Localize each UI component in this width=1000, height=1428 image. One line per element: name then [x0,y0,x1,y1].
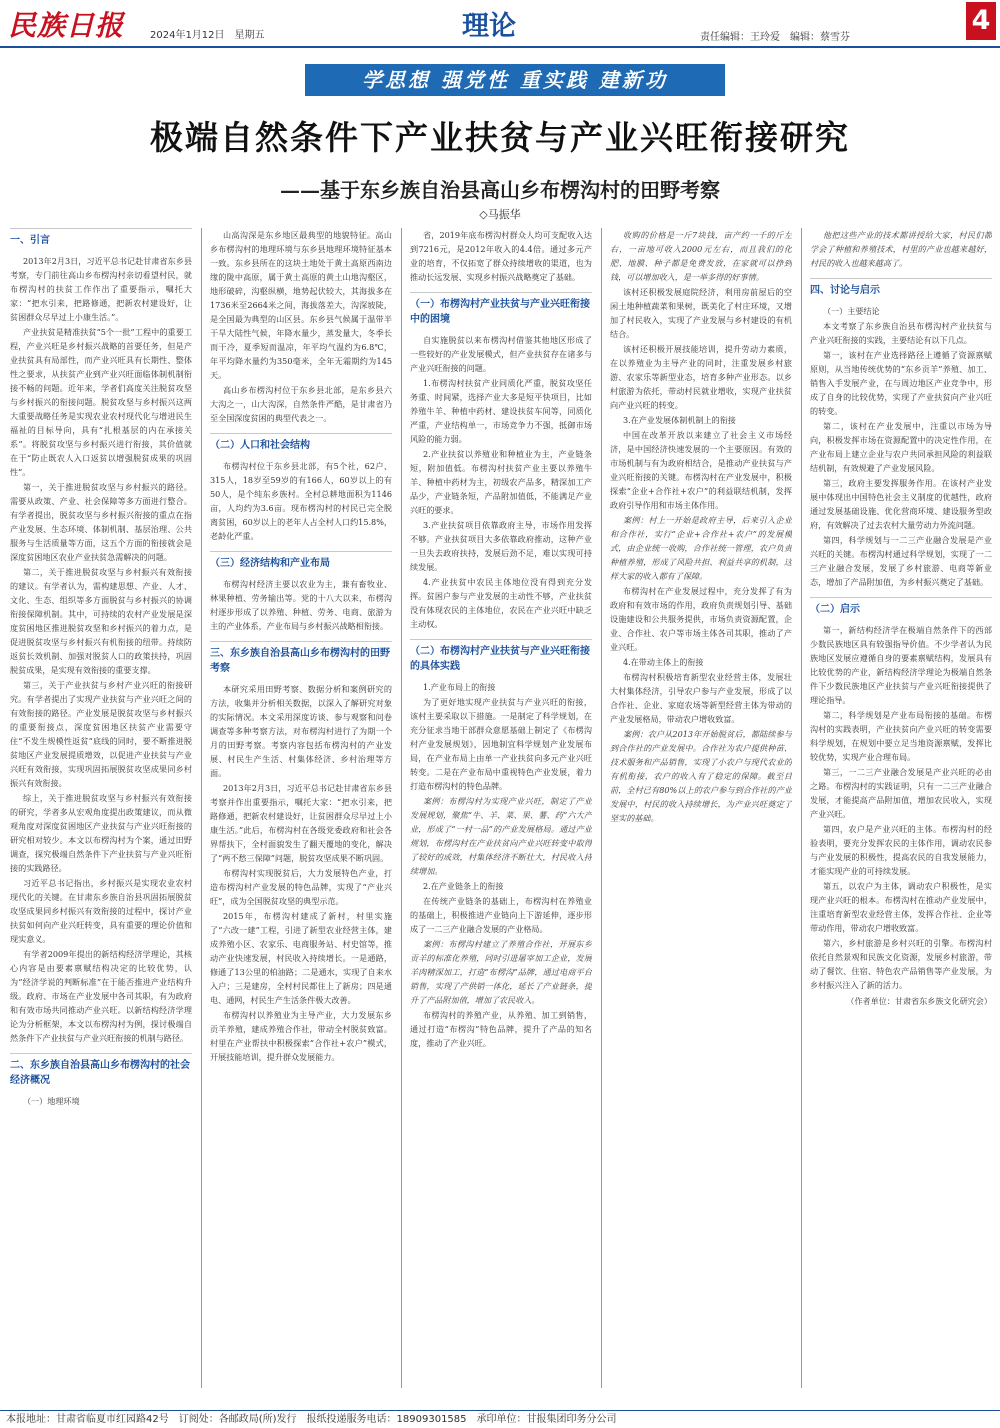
body-paragraph: 4.产业扶贫中农民主体地位没有得到充分发挥。贫困户参与产业发展的主动性不够，产业扶贫没有体现农民的主体地位，农民在产业兴旺中缺乏主动权。 [410,577,592,629]
section-heading: （二）人口和社会结构 [210,433,392,453]
article-headline: 极端自然条件下产业扶贫与产业兴旺衔接研究 [150,118,850,157]
body-paragraph: 省，2019年底布楞沟村群众人均可支配收入达到7216元，是2012年收入的4.4倍。通过多元产业的培育，不仅拓宽了群众持续增收的渠道，也为推动长远发展、实现乡村振兴战略奠定了基础。 [410,230,592,282]
author-affiliation: （作者单位：甘肃省东乡族文化研究会） [846,996,992,1006]
column-divider [601,228,602,1388]
body-paragraph: 第三，关于产业扶贫与乡村产业兴旺的衔接研究。有学者提出了实现产业扶贫与产业兴旺之间的有效衔接的路径。产业发展是脱贫攻坚与乡村振兴的重要衔接点，深度贫困地区扶贫产业需要守住“不发生规模性返贫”底线的同时，要不断推进脱贫地区产业发展提质增效，以促进产业扶贫与产业兴旺有效衔接，实现巩固拓展脱贫攻坚成果同乡村振兴有效衔接。 [10,680,192,788]
body-paragraph: 第三，一二三产业融合发展是产业兴旺的必由之路。布楞沟村的实践证明，只有一二三产业融合发展，才能提高产品附加值，增加农民收入，实现产业兴旺。 [810,767,992,819]
issue-date: 2024年1月12日 星期五 [150,30,265,41]
case-quote-paragraph: 案例：布楞沟村建立了养殖合作社，开展东乡贡羊的标准化养殖，同时引进屠宰加工企业，发展羊肉精深加工，打造“布楞沟”品牌，通过电商平台销售，实现了产供销一体化，延长了产业链条，提升了产品附加值，增加了农民收入。 [410,939,592,1005]
body-paragraph: 2013年2月3日，习近平总书记赴甘肃省东乡县考察并作出重要指示，嘱托大家：“把水引来，把路修通，把新农村建设好，让贫困群众尽早过上小康生活。”此后，布楞沟村在各级党委政府和社会各界帮扶下，全村面貌发生了翻天覆地的变化，解决了“两不愁三保障”问题，脱贫攻坚成果不断巩固。 [210,783,392,863]
text-column-5 [810,228,992,1388]
article-body [10,228,992,1388]
body-paragraph: 4.在带动主体上的衔接 [622,657,704,667]
body-paragraph: 有学者2009年提出的新结构经济学理论，其核心内容是由要素禀赋结构决定的比较优势，认为“经济学说的判断标准”在于能否推进产业结构升级。政府、市场在产业发展中各司其职，有为政府和有效市场共同推动产业兴旺。以新结构经济学理论为分析框架，本文以布楞沟村为例，探讨极端自然条件下产业扶贫与产业兴旺衔接的机制与路径。 [10,949,192,1043]
body-paragraph: 布楞沟村实现脱贫后，大力发展特色产业，打造布楞沟村产业发展的特色品牌，实现了“产业兴旺”，成为全国脱贫攻坚的典型示范。 [210,868,392,906]
newspaper-logo: 民族日报 [8,9,125,42]
body-paragraph: 该村还积极发展庭院经济，利用房前屋后的空闲土地种植蔬菜和果树，既美化了村庄环境，又增加了村民收入，实现了产业发展与乡村建设的有机结合。 [610,287,792,339]
case-quote-paragraph: 收购的价格是一斤7块钱，亩产约一千的斤左右，一亩地可收入2000元左右，而且我们的化肥、地膜、种子都是免费发放，在家就可以挣到钱，可以增加收入，是一举多得的好事情。 [610,230,792,282]
body-paragraph: 第二，科学规划是产业布局衔接的基础。布楞沟村的实践表明，产业扶贫向产业兴旺的转变需要科学规划，在规划中要立足当地资源禀赋，发挥比较优势，实现产业合理布局。 [810,710,992,762]
body-paragraph: 本研究采用田野考察、数据分析和案例研究的方法，收集并分析相关数据，以深入了解研究对象的实际情况。本文采用深度访谈、参与观察和问卷调查等多种考察方法，对布楞沟村进行了为期一个月的田野考察。考察内容包括布楞沟村的产业发展、村民生产生活、村集体经济、乡村治理等方面。 [210,684,392,778]
case-quote-paragraph: 他把这些产业的技术都讲授给大家，村民们都学会了种植和养殖技术，村里的产业也越来越好，村民的收入也越来越高了。 [810,230,992,268]
body-paragraph: 第一，该村在产业选择路径上遵循了资源禀赋原则，从当地传统优势的“东乡贡羊”养殖、加工、销售入手发展产业，在与周边地区产业竞争中，形成了自身的比较优势，实现了产业扶贫向产业兴旺的转变。 [810,350,992,416]
body-paragraph: 山高沟深是东乡地区最典型的地貌特征。高山乡布楞沟村的地理环境与东乡县地理环境特征基本一致。东乡县所在的这块土地处于黄土高原西南边缘的陇中高原，属于黄土高原的黄土山地沟壑区，地形破碎，沟壑纵横，地势起伏较大，其海拔多在1736米至2664米之间，海拔落差大，沟深坡陡，是全国最为典型的山区县。东乡县气候属于温带半干旱大陆性气候，年降水量少，蒸发量大，冬季长而干冷，夏季短而温凉，年平均气温约为6.8℃，年平均降水量约为350毫米，全年无霜期约为145天。 [210,230,392,380]
text-column-4 [610,228,792,1388]
body-paragraph: 本文考察了东乡族自治县布楞沟村产业扶贫与产业兴旺衔接的实践，主要结论有以下几点。 [810,321,992,345]
body-paragraph: 第一，新结构经济学在极端自然条件下的西部少数民族地区具有较强指导价值。不少学者认为民族地区发展应遵循自身的要素禀赋结构，发展具有比较优势的产业，新结构经济学理论为极端自然条件下少数民族地区产业扶贫与产业兴旺衔接提供了理论指导。 [810,625,992,705]
section-heading: 二、东乡族自治县高山乡布楞沟村的社会经济概况 [10,1053,192,1088]
body-paragraph: 布楞沟村积极培育新型农业经营主体，发展壮大村集体经济，引导农户参与产业发展，形成了以合作社、企业、家庭农场等新型经营主体为带动的产业发展格局，带动农户增收致富。 [610,672,792,724]
body-paragraph: 第二，关于推进脱贫攻坚与乡村振兴有效衔接的建议。有学者认为，需构建思想、产业、人才、文化、生态、组织等多方面脱贫与乡村振兴的协调衔接保障机制。其中，可持续的农村产业发展是深度贫困地区推进脱贫攻坚和乡村振兴的着力点，是促进脱贫攻坚与乡村振兴有机衔接的纽带。持续防返贫长效机制、加强对脱贫人口的政策扶持，巩固脱贫成果，是实现有效衔接的重要支撑。 [10,567,192,675]
body-paragraph: 布楞沟村经济主要以农业为主，兼有畜牧业、林果种植、劳务输出等。党的十八大以来，布楞沟村逐步形成了以养殖、种植、劳务、电商、旅游为主的产业体系，产业布局与乡村振兴战略相衔接。 [210,579,392,631]
case-quote-paragraph: 案例：农户从2013年开始脱贫后，都陆续参与到合作社的产业发展中。合作社为农户提供种苗、技术服务和产品销售，实现了小农户与现代农业的有机衔接，农户的收入有了稳定的保障。截至目前，全村已有80%以上的农户参与到合作社的产业发展中，村民的收入持续增长，为产业兴旺奠定了坚实的基础。 [610,729,792,823]
body-paragraph: 习近平总书记指出，乡村振兴是实现农业农村现代化的关键。在甘肃东乡族自治县巩固拓展脱贫攻坚成果同乡村振兴有效衔接的过程中，探讨产业扶贫如何向产业兴旺转变，具有重要的理论价值和现实意义。 [10,878,192,944]
body-paragraph: 布楞沟村的养殖产业，从养殖、加工到销售，通过打造“布楞沟”特色品牌，提升了产品的知名度，推动了产业兴旺。 [410,1010,592,1048]
case-quote-paragraph: 案例：村上一开始是政府主导，后来引入企业和合作社，实行“企业+合作社+农户”的发展模式，由企业统一收购，合作社统一管理，农户负责种植养殖，形成了风险共担、利益共享的机制，这样大家的收入都有了保障。 [610,515,792,581]
section-heading: 一、引言 [10,228,192,248]
section-heading: 四、讨论与启示 [810,278,992,298]
section-heading: （二）启示 [810,597,992,617]
section-title: 理论 [462,11,516,42]
text-column-1 [10,228,192,1388]
body-paragraph: 2.产业扶贫以养殖业和种植业为主，产业链条短，附加值低。布楞沟村扶贫产业主要以养殖牛羊、种植中药材为主，初级农产品多，精深加工产品少，产业链条短，产品附加值低，不能满足产业兴旺的要求。 [410,449,592,515]
section-heading: （三）经济结构和产业布局 [210,551,392,571]
column-divider [201,228,202,1388]
body-paragraph: 布楞沟村以养殖业为主导产业，大力发展东乡贡羊养殖，建成养殖合作社，带动全村脱贫致富。村里在产业帮扶中积极探索“合作社+农户”模式，开展技能培训，提升群众发展能力。 [210,1010,392,1062]
body-paragraph: 为了更好地实现产业扶贫与产业兴旺的衔接，该村主要采取以下措施。一是制定了科学规划，在充分征求当地干部群众意愿基础上制定了《布楞沟村产业发展规划》，因地制宜科学规划产业发展布局，在产业布局上由单一产业扶贫向多元产业兴旺转变。二是在产业布局中重视特色产业发展，着力打造布楞沟村的特色品牌。 [410,697,592,791]
body-paragraph: 该村还积极开展技能培训，提升劳动力素质，在以养殖业为主导产业的同时，注重发展乡村旅游、农家乐等新型业态，培育多种产业形态。以乡村旅游为依托，带动村民就业增收，实现产业扶贫向产业兴旺的转变。 [610,344,792,410]
masthead [0,0,1000,46]
theme-banner: 学思想 强党性 重实践 建新功 [305,64,725,96]
body-paragraph: （一）主要结论 [822,306,880,316]
body-paragraph: 第五，以农户为主体，调动农户积极性，是实现产业兴旺的根本。布楞沟村在推动产业发展中，注重培育新型农业经营主体，发挥合作社、企业等带动作用，带动农户增收致富。 [810,881,992,933]
body-paragraph: 2015年，布楞沟村建成了新村，村里实施了“六改一建”工程，引进了新型农业经营主体，建成养殖小区、农家乐、电商服务站、村史馆等，推动产业快速发展，村民收入持续增长。一是通路，修通了13公里的柏油路；二是通水，实现了自来水入户；三是建房，全村村民都住上了新房；四是通电、通网，村民生产生活条件极大改善。 [210,911,392,1005]
body-paragraph: 布楞沟村位于东乡县北部，有5个社，62户、315人，18岁至59岁的有166人，60岁以上的有50人，是个纯东乡族村。全村总耕地面积为1146亩，人均约为3.6亩。现布楞沟村的村民已完全脱离贫困，60岁以上的老年人占全村人口约15.8%，老龄化严重。 [210,461,392,541]
body-paragraph: 2013年2月3日，习近平总书记赴甘肃省东乡县考察，专门前往高山乡布楞沟村亲切看望村民，就布楞沟村的扶贫工作作出了重要指示，嘱托大家：“把水引来，把路修通，把新农村建设好，让贫困群众尽早过上小康生活。”。 [10,256,192,322]
section-heading: （二）布楞沟村产业扶贫与产业兴旺衔接的具体实践 [410,639,592,674]
body-paragraph: 2.在产业链条上的衔接 [422,881,504,891]
section-heading: （一）布楞沟村产业扶贫与产业兴旺衔接中的困境 [410,292,592,327]
body-paragraph: （一）地理环境 [22,1096,80,1106]
body-paragraph: 第三，政府主要发挥服务作用。在该村产业发展中体现出中国特色社会主义制度的优越性，政府通过发展基础设施、优化营商环境、建设服务型政府，有效解决了过去农村大量劳动力外流问题。 [810,478,992,530]
body-paragraph: 3.在产业发展体制机制上的衔接 [622,415,736,425]
body-paragraph: 第四，科学规划与一二三产业融合发展是产业兴旺的关键。布楞沟村通过科学规划，实现了一二三产业融合发展，发展了乡村旅游、电商等新业态，增加了产品附加值，为乡村振兴奠定了基础。 [810,535,992,587]
text-column-2 [210,228,392,1388]
body-paragraph: 在传统产业链条的基础上，布楞沟村在养殖业的基础上，积极推进产业链向上下游延伸，逐步形成了一二三产业融合发展的产业格局。 [410,896,592,934]
body-paragraph: 第六，乡村旅游是乡村兴旺的引擎。布楞沟村依托自然景观和民族文化资源，发展乡村旅游，带动了餐饮、住宿、特色农产品销售等产业发展，为乡村振兴注入了新的活力。 [810,938,992,990]
body-paragraph: 自实施脱贫以来布楞沟村借鉴其他地区形成了一些较好的产业发展模式，但产业扶贫存在诸多与产业兴旺衔接的问题。 [410,335,592,373]
body-paragraph: 3.产业扶贫项目依靠政府主导，市场作用发挥不够。产业扶贫项目大多依靠政府推动，这种产业一旦失去政府扶持，发展后劲不足，难以实现可持续发展。 [410,520,592,572]
page-number-badge: 4 [966,2,996,40]
article-byline: ◇马振华 [479,208,521,221]
body-paragraph: 第四，农户是产业兴旺的主体。布楞沟村的经验表明，要充分发挥农民的主体作用，调动农民参与产业发展的积极性，提高农民的自我发展能力，才能实现产业的可持续发展。 [810,824,992,876]
body-paragraph: 第一，关于推进脱贫攻坚与乡村振兴的路径。需要从政策、产业、社会保障等多方面进行整合。有学者提出，脱贫攻坚与乡村振兴衔接的重点在指产业发展、生态环境、体制机制、基层治理、公共服务与生活质量等方面，这五个方面的衔接就会是深度贫困地区农业产业扶贫急需解决的问题。 [10,482,192,562]
case-quote-paragraph: 案例：布楞沟村为实现产业兴旺，制定了产业发展规划，聚焦“牛、羊、菜、果、薯、药”六大产业，形成了“一村一品”的产业发展格局。通过产业规划，布楞沟村在产业扶贫向产业兴旺转变中取得了较好的成效，村集体经济不断壮大，村民收入持续增加。 [410,796,592,876]
body-paragraph: 高山乡布楞沟村位于东乡县北部，是东乡县六大沟之一，山大沟深，自然条件严酷，是甘肃省乃至全国深度贫困的典型代表之一。 [210,385,392,423]
article-subtitle: ——基于东乡族自治县高山乡布楞沟村的田野考察 [280,178,720,202]
text-column-3 [410,228,592,1388]
body-paragraph: 第二，该村在产业发展中，注重以市场为导向，积极发挥市场在资源配置中的决定性作用，在产业布局上建立企业与农户共同承担风险的利益联结机制，有效规避了产业发展风险。 [810,421,992,473]
column-divider [801,228,802,1388]
header-rule [0,46,1000,48]
section-heading: 三、东乡族自治县高山乡布楞沟村的田野考察 [210,641,392,676]
body-paragraph: 1.产业布局上的衔接 [422,682,496,692]
body-paragraph: 中国在改革开放以来建立了社会主义市场经济，是中国经济快速发展的一个主要原因。有效的市场机制与有为政府相结合，是推动产业扶贫与产业兴旺衔接的关键。布楞沟村在产业发展中，积极探索“企业+合作社+农户”的利益联结机制，发挥政府引导作用和市场主体作用。 [610,430,792,510]
body-paragraph: 产业扶贫是精准扶贫“5个一批”工程中的重要工程，产业兴旺是乡村振兴战略的首要任务，但是产业扶贫具有局部性，而产业兴旺具有长期性、整体性之要求，从扶贫产业到产业兴旺面临体制机制衔接不畅的问题。近年来，学者们高度关注脱贫攻坚与乡村振兴的衔接问题。脱贫攻坚与乡村振兴这两大重要战略任务是实现农业农村现代化与增进民生福祉的目标导向，具有“扎根基层的内在承接关系”。将脱贫攻坚与乡村振兴进行衔接，其价值就在于“防止既农人入口返贫以增强脱贫成果的巩固性”。 [10,327,192,477]
column-divider [401,228,402,1388]
body-paragraph: 综上，关于推进脱贫攻坚与乡村振兴有效衔接的研究，学者多从宏观角度提出政策建议，而从微观角度对深度贫困地区产业扶贫与产业兴旺衔接的研究相对较少。本文以布楞沟村为个案，通过田野调查，探究极端自然条件下产业扶贫与产业兴旺衔接的实践路径。 [10,793,192,873]
editor-credits: 责任编辑：王玲爱 编辑：蔡雪芬 [700,32,850,43]
page-footer: 本报地址：甘肃省临夏市红园路42号 订阅处：各邮政局(所)发行 报纸投递服务电话：18909301585 承印单位：甘报集团印务分公司 [0,1410,1000,1428]
body-paragraph: 布楞沟村在产业发展过程中，充分发挥了有为政府和有效市场的作用，政府负责规划引导、基础设施建设和公共服务提供，市场负责资源配置，企业、合作社、农户等市场主体各司其职，推动了产业兴旺。 [610,586,792,652]
body-paragraph: 1.布楞沟村扶贫产业同质化严重，脱贫攻坚任务重、时间紧，选择产业大多是短平快项目，比如养殖牛羊、种植中药材、建设扶贫车间等，同质化严重，产业结构单一，市场竞争力不强，抵御市场风险的能力弱。 [410,378,592,444]
